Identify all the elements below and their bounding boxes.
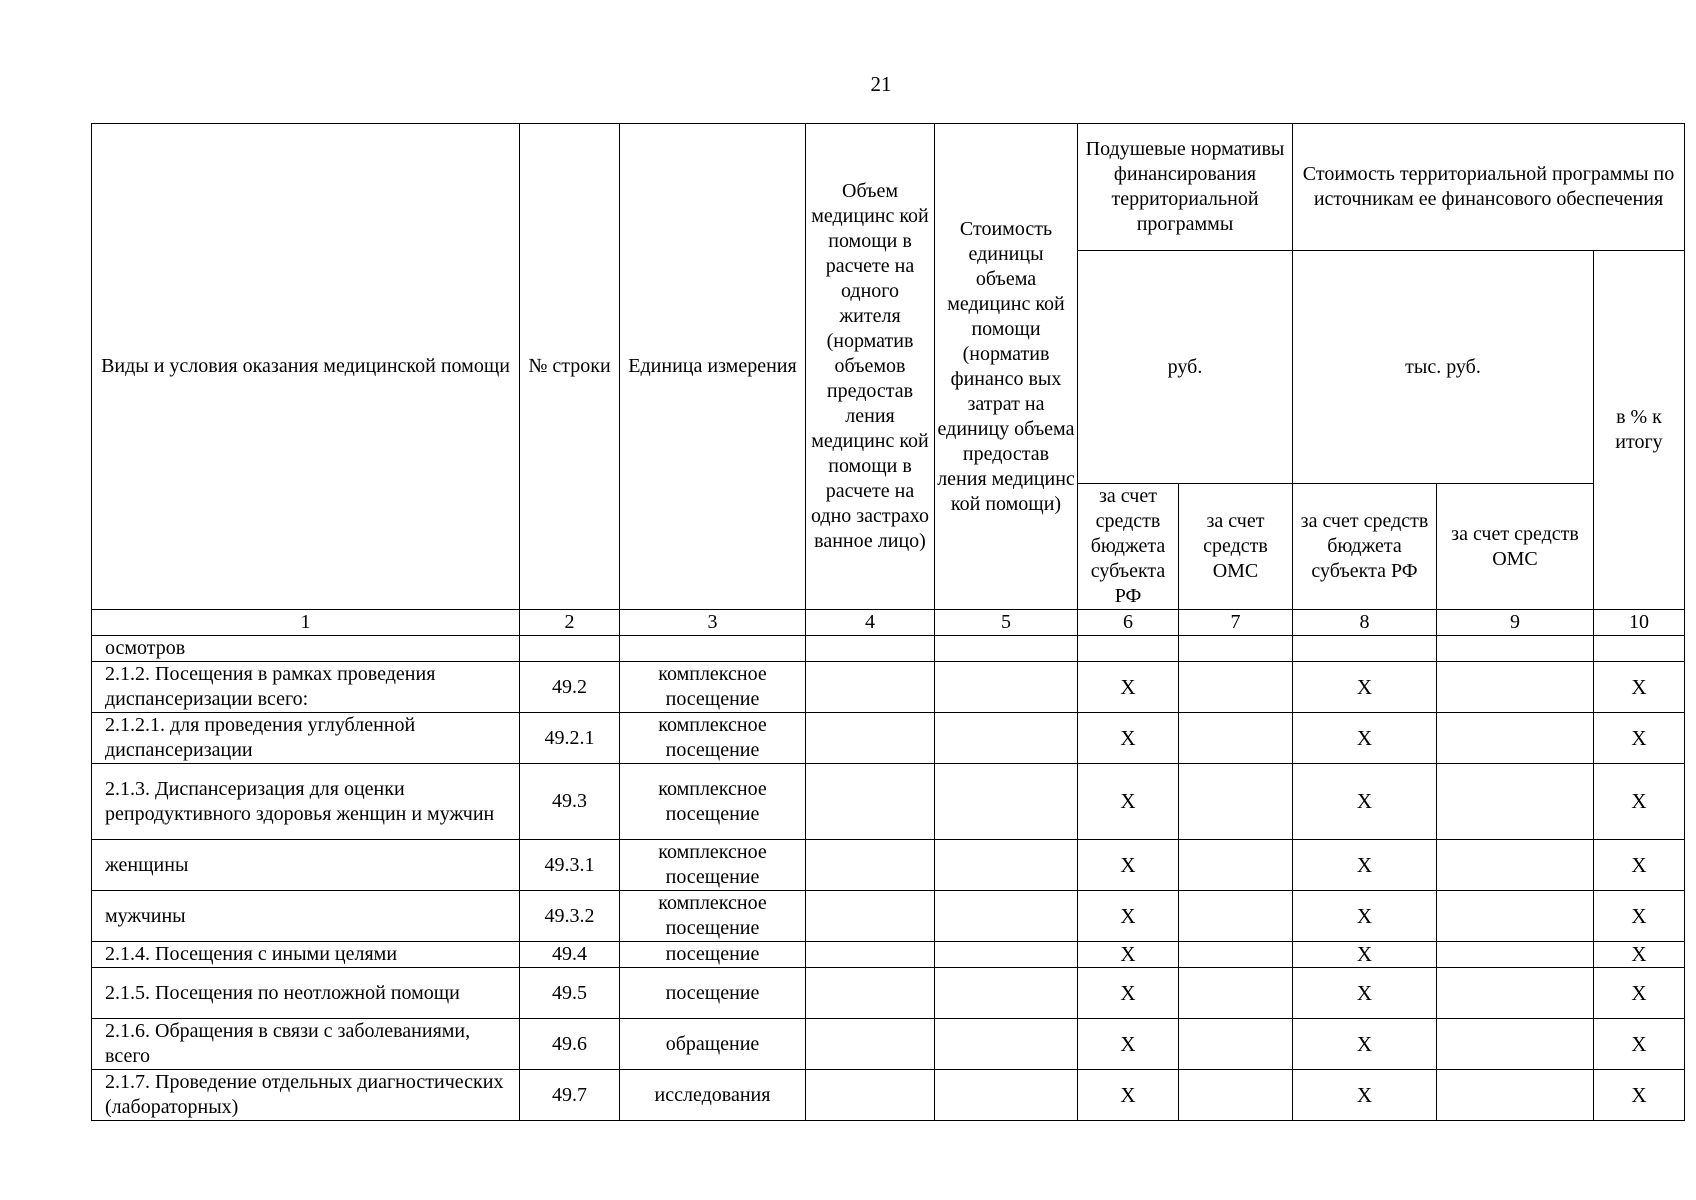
header-unit-thousand-rub: тыс. руб. <box>1293 251 1594 484</box>
row-volume <box>806 764 935 840</box>
header-cost-group: Стоимость территориальной программы по источникам ее финансового обеспечения <box>1293 124 1685 251</box>
row-percapita-oms <box>1179 662 1293 713</box>
row-name: 2.1.7. Проведение отдельных диагностических (лабораторных) <box>92 1070 520 1121</box>
table-row <box>92 713 1685 764</box>
row-line-number: 49.6 <box>520 1019 620 1070</box>
header-unit: Единица измерения <box>620 124 806 610</box>
row-line-number <box>520 636 620 662</box>
header-percapita-budget: за счет средств бюджета субъекта РФ <box>1078 484 1179 610</box>
row-unit-cost <box>935 713 1078 764</box>
row-percapita-oms <box>1179 764 1293 840</box>
row-name: мужчины <box>92 891 520 942</box>
program-cost-table <box>91 123 1685 1121</box>
row-unit: комплексное посещение <box>620 764 806 840</box>
row-line-number: 49.3.2 <box>520 891 620 942</box>
row-cost-oms <box>1437 636 1594 662</box>
row-cost-budget: X <box>1293 713 1437 764</box>
row-unit-cost <box>935 968 1078 1019</box>
row-percent <box>1594 636 1685 662</box>
row-line-number: 49.2 <box>520 662 620 713</box>
row-unit: комплексное посещение <box>620 662 806 713</box>
row-cost-oms <box>1437 840 1594 891</box>
row-percapita-oms <box>1179 636 1293 662</box>
row-percapita-budget: X <box>1078 713 1179 764</box>
row-percapita-oms <box>1179 891 1293 942</box>
row-unit-cost <box>935 662 1078 713</box>
row-unit: комплексное посещение <box>620 713 806 764</box>
row-cost-budget: X <box>1293 840 1437 891</box>
row-unit: комплексное посещение <box>620 891 806 942</box>
row-percent: X <box>1594 968 1685 1019</box>
table-row <box>92 891 1685 942</box>
row-percent: X <box>1594 662 1685 713</box>
row-unit-cost <box>935 891 1078 942</box>
header-unit-cost: Стоимость единицы объема медицинс кой помощи (норматив финансо вых затрат на единицу объема предостав ления медицинс кой помощи) <box>935 124 1078 610</box>
column-number: 1 <box>92 610 520 636</box>
column-number: 2 <box>520 610 620 636</box>
row-cost-budget: X <box>1293 968 1437 1019</box>
row-name: осмотров <box>92 636 520 662</box>
table-row <box>92 636 1685 662</box>
row-unit: комплексное посещение <box>620 840 806 891</box>
column-number: 5 <box>935 610 1078 636</box>
row-percapita-oms <box>1179 1019 1293 1070</box>
row-volume <box>806 942 935 968</box>
row-line-number: 49.3 <box>520 764 620 840</box>
row-percent: X <box>1594 891 1685 942</box>
row-percapita-budget: X <box>1078 764 1179 840</box>
row-percapita-oms <box>1179 713 1293 764</box>
row-percapita-budget: X <box>1078 942 1179 968</box>
column-number: 9 <box>1437 610 1594 636</box>
header-percapita-group: Подушевые нормативы финансирования территориальной программы <box>1078 124 1293 251</box>
row-unit-cost <box>935 840 1078 891</box>
row-volume <box>806 636 935 662</box>
row-percapita-budget: X <box>1078 662 1179 713</box>
row-unit: обращение <box>620 1019 806 1070</box>
row-cost-oms <box>1437 713 1594 764</box>
row-line-number: 49.7 <box>520 1070 620 1121</box>
row-cost-oms <box>1437 1019 1594 1070</box>
row-percent: X <box>1594 1019 1685 1070</box>
row-unit-cost <box>935 942 1078 968</box>
row-unit: посещение <box>620 968 806 1019</box>
table-row <box>92 1019 1685 1070</box>
row-cost-oms <box>1437 968 1594 1019</box>
row-cost-budget <box>1293 636 1437 662</box>
row-cost-budget: X <box>1293 942 1437 968</box>
header-row-1 <box>92 124 1685 251</box>
row-percapita-oms <box>1179 942 1293 968</box>
row-name: 2.1.2. Посещения в рамках проведения диспансеризации всего: <box>92 662 520 713</box>
row-unit: посещение <box>620 942 806 968</box>
row-percapita-oms <box>1179 968 1293 1019</box>
row-cost-budget: X <box>1293 891 1437 942</box>
row-unit-cost <box>935 764 1078 840</box>
row-name: 2.1.5. Посещения по неотложной помощи <box>92 968 520 1019</box>
row-percapita-budget: X <box>1078 1070 1179 1121</box>
table-row <box>92 942 1685 968</box>
row-percapita-budget: X <box>1078 968 1179 1019</box>
table-row <box>92 662 1685 713</box>
row-percapita-budget <box>1078 636 1179 662</box>
row-percapita-oms <box>1179 840 1293 891</box>
row-percent: X <box>1594 840 1685 891</box>
table-row <box>92 1070 1685 1121</box>
row-volume <box>806 968 935 1019</box>
row-cost-oms <box>1437 1070 1594 1121</box>
row-percent: X <box>1594 942 1685 968</box>
row-percent: X <box>1594 1070 1685 1121</box>
row-volume <box>806 713 935 764</box>
row-name: 2.1.3. Диспансеризация для оценки репродуктивного здоровья женщин и мужчин <box>92 764 520 840</box>
header-volume: Объем медицинс кой помощи в расчете на одного жителя (норматив объемов предостав ления медицинс кой помощи в расчете на одно застрахо ванное лицо) <box>806 124 935 610</box>
row-line-number: 49.5 <box>520 968 620 1019</box>
column-number: 4 <box>806 610 935 636</box>
row-percapita-budget: X <box>1078 1019 1179 1070</box>
header-type-of-care: Виды и условия оказания медицинской помощи <box>92 124 520 610</box>
row-unit-cost <box>935 636 1078 662</box>
header-cost-budget: за счет средств бюджета субъекта РФ <box>1293 484 1437 610</box>
row-name: 2.1.4. Посещения с иными целями <box>92 942 520 968</box>
row-unit <box>620 636 806 662</box>
column-number: 10 <box>1594 610 1685 636</box>
column-number: 7 <box>1179 610 1293 636</box>
row-cost-oms <box>1437 662 1594 713</box>
row-line-number: 49.4 <box>520 942 620 968</box>
row-cost-budget: X <box>1293 764 1437 840</box>
row-volume <box>806 662 935 713</box>
row-name: женщины <box>92 840 520 891</box>
row-volume <box>806 891 935 942</box>
row-percapita-oms <box>1179 1070 1293 1121</box>
row-percapita-budget: X <box>1078 840 1179 891</box>
column-number: 8 <box>1293 610 1437 636</box>
page-number: 21 <box>870 72 892 96</box>
row-cost-oms <box>1437 942 1594 968</box>
table-row <box>92 764 1685 840</box>
column-number: 6 <box>1078 610 1179 636</box>
row-cost-budget: X <box>1293 1019 1437 1070</box>
table-row <box>92 968 1685 1019</box>
column-number-row <box>92 610 1685 636</box>
row-unit-cost <box>935 1019 1078 1070</box>
row-volume <box>806 840 935 891</box>
row-cost-budget: X <box>1293 662 1437 713</box>
row-unit-cost <box>935 1070 1078 1121</box>
header-cost-oms: за счет средств ОМС <box>1437 484 1594 610</box>
row-name: 2.1.6. Обращения в связи с заболеваниями, всего <box>92 1019 520 1070</box>
row-line-number: 49.2.1 <box>520 713 620 764</box>
column-number: 3 <box>620 610 806 636</box>
row-unit: исследования <box>620 1070 806 1121</box>
header-percent-of-total: в % к итогу <box>1594 251 1685 610</box>
row-percent: X <box>1594 764 1685 840</box>
row-percapita-budget: X <box>1078 891 1179 942</box>
table-row <box>92 840 1685 891</box>
row-cost-budget: X <box>1293 1070 1437 1121</box>
row-volume <box>806 1019 935 1070</box>
header-unit-rub: руб. <box>1078 251 1293 484</box>
row-volume <box>806 1070 935 1121</box>
row-cost-oms <box>1437 764 1594 840</box>
row-cost-oms <box>1437 891 1594 942</box>
row-percent: X <box>1594 713 1685 764</box>
row-line-number: 49.3.1 <box>520 840 620 891</box>
row-name: 2.1.2.1. для проведения углубленной диспансеризации <box>92 713 520 764</box>
header-percapita-oms: за счет средств ОМС <box>1179 484 1293 610</box>
header-line-number: № строки <box>520 124 620 610</box>
